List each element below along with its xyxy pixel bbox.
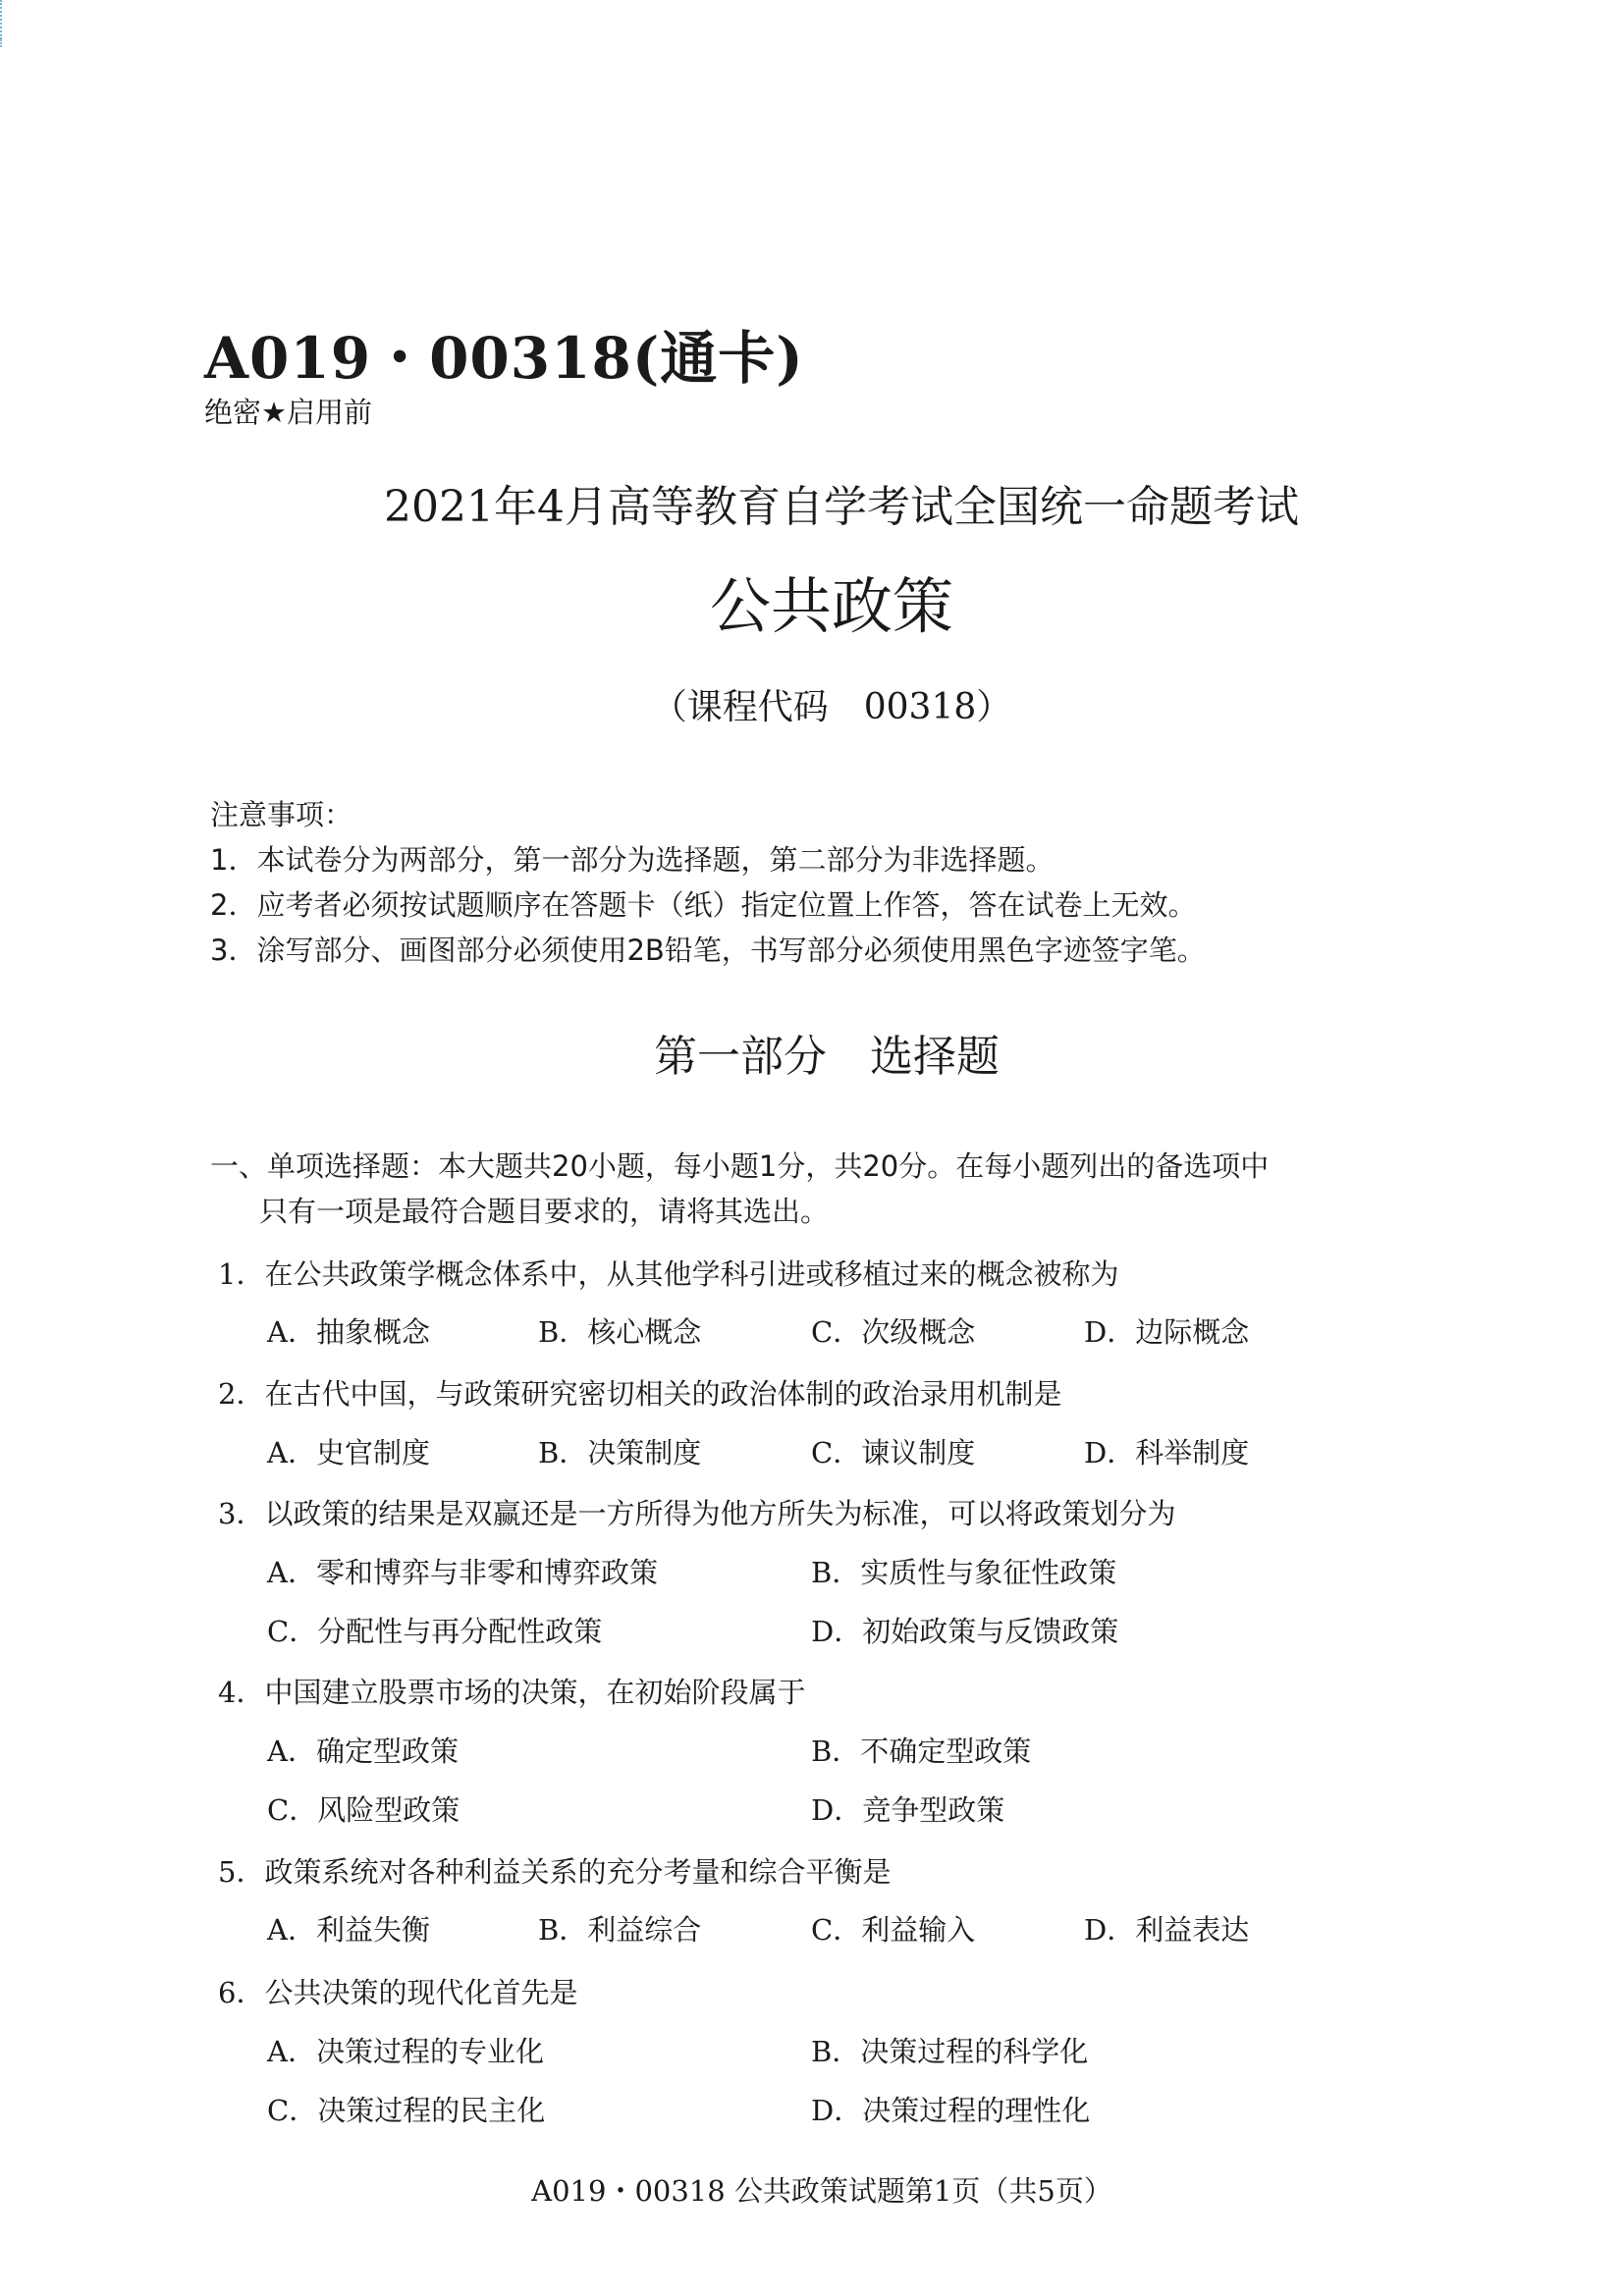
option: B．实质性与象征性政策 <box>811 1556 1117 1589</box>
option: C．风险型政策 <box>267 1793 460 1827</box>
option: C．分配性与再分配性政策 <box>267 1615 603 1648</box>
scan-artifact-mark <box>0 39 7 47</box>
question-stem: 1．在公共政策学概念体系中，从其他学科引进或移植过来的概念被称为 <box>218 1257 1119 1291</box>
notice-item: 2．应考者必须按试题顺序在答题卡（纸）指定位置上作答，答在试卷上无效。 <box>210 888 1197 922</box>
option: A．决策过程的专业化 <box>267 2035 544 2068</box>
option: A．零和博弈与非零和博弈政策 <box>267 1556 658 1589</box>
option: B．不确定型政策 <box>811 1735 1032 1768</box>
notice-heading: 注意事项： <box>210 798 353 831</box>
option: C．次级概念 <box>811 1315 976 1349</box>
notice-item: 1．本试卷分为两部分，第一部分为选择题，第二部分为非选择题。 <box>210 843 1055 877</box>
option: B．决策制度 <box>538 1436 702 1469</box>
option: D．科举制度 <box>1084 1436 1250 1469</box>
subject-title: 公共政策 <box>709 570 953 642</box>
exam-code: A019・00318(通卡) <box>204 325 804 392</box>
option: C．决策过程的民主化 <box>267 2094 546 2127</box>
section-instructions: 一、单项选择题：本大题共20小题，每小题1分，共20分。在每小题列出的备选项中 <box>210 1149 1270 1183</box>
question-stem: 3．以政策的结果是双赢还是一方所得为他方所失为标准，可以将政策划分为 <box>218 1497 1176 1530</box>
option: A．利益失衡 <box>267 1913 430 1947</box>
section-instructions: 只有一项是最符合题目要求的，请将其选出。 <box>259 1195 830 1228</box>
question-stem: 4．中国建立股票市场的决策，在初始阶段属于 <box>218 1676 806 1709</box>
option: A．史官制度 <box>267 1436 430 1469</box>
option: D．初始政策与反馈政策 <box>811 1615 1119 1648</box>
option: B．决策过程的科学化 <box>811 2035 1089 2068</box>
option: D．决策过程的理性化 <box>811 2094 1091 2127</box>
confidential-label: 绝密★启用前 <box>204 396 372 429</box>
option: D．利益表达 <box>1084 1913 1250 1947</box>
question-stem: 2．在古代中国，与政策研究密切相关的政治体制的政治录用机制是 <box>218 1377 1062 1411</box>
course-code: （课程代码 00318） <box>651 687 1012 727</box>
exam-title: 2021年4月高等教育自学考试全国统一命题考试 <box>384 482 1299 532</box>
page-footer: A019・00318 公共政策试题第1页（共5页） <box>531 2174 1112 2208</box>
option: B．利益综合 <box>538 1913 702 1947</box>
option: D．边际概念 <box>1084 1315 1250 1349</box>
scan-artifact-mark <box>0 0 7 39</box>
notice-item: 3．涂写部分、画图部分必须使用2B铅笔，书写部分必须使用黑色字迹签字笔。 <box>210 934 1206 967</box>
option: C．利益输入 <box>811 1913 976 1947</box>
option: C．谏议制度 <box>811 1436 976 1469</box>
question-stem: 6．公共决策的现代化首先是 <box>218 1976 578 2009</box>
part-title: 第一部分 选择题 <box>654 1032 1000 1082</box>
option: D．竞争型政策 <box>811 1793 1005 1827</box>
option: B．核心概念 <box>538 1315 702 1349</box>
option: A．抽象概念 <box>267 1315 430 1349</box>
question-stem: 5．政策系统对各种利益关系的充分考量和综合平衡是 <box>218 1855 892 1889</box>
option: A．确定型政策 <box>267 1735 459 1768</box>
